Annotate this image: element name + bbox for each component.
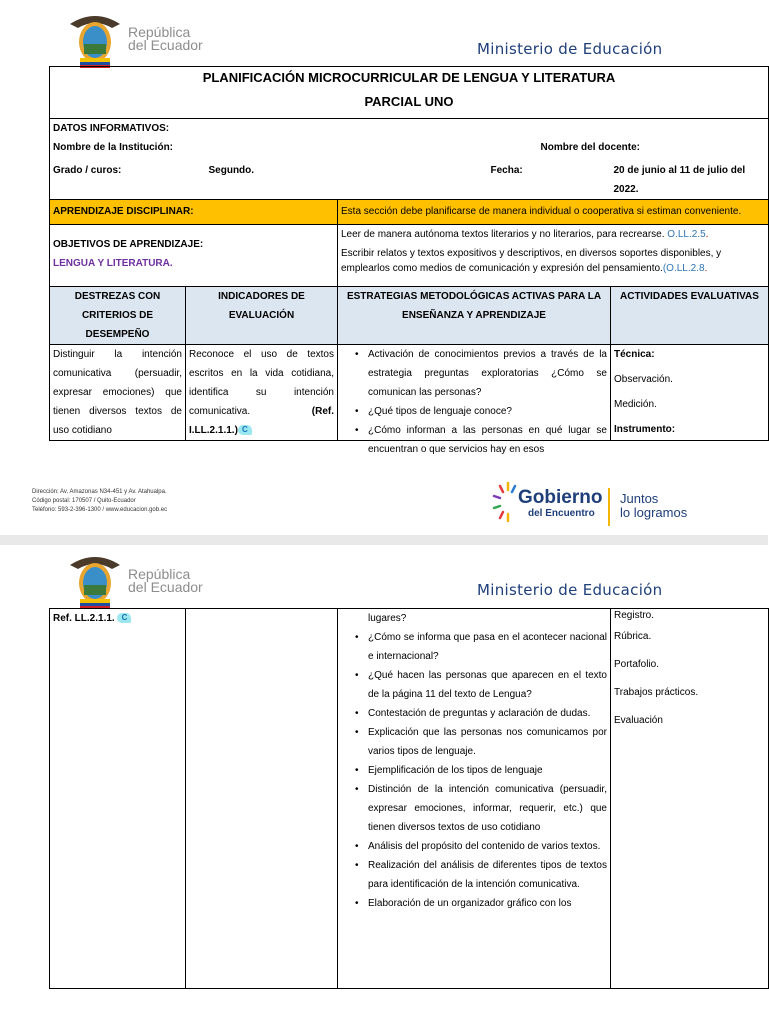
juntos-text: Juntos lo logramos	[620, 491, 688, 520]
col-head-actividades: ACTIVIDADES EVALUATIVAS	[611, 287, 769, 345]
objetivo-2-ref: (O.LL.2.8	[662, 263, 705, 274]
actividad-item: Rúbrica.	[614, 631, 652, 642]
estrategia-item: • Distinción de la intención comunicativa (persuadir, expresar emociones, informar, requerir, etc.) que tienen diversos textos de uso cotidiano	[341, 780, 607, 837]
ref-text: Ref. LL.2.1.1.	[53, 613, 115, 624]
estrategia-item: • Análisis del propósito del contenido de varios textos.	[341, 837, 607, 856]
grado-label: Grado / curos:	[53, 165, 122, 176]
docente-label: Nombre del docente:	[540, 142, 640, 153]
estrategia-continuation: lugares?	[368, 613, 407, 624]
title-line-1: PLANIFICACIÓN MICROCURRICULAR DE LENGUA Y LITERATURA	[202, 70, 616, 85]
estrategia-item: • Elaboración de un organizador gráfico con los	[341, 894, 607, 913]
page-header	[0, 6, 768, 64]
ministerio-title: Ministerio de Educación	[477, 40, 663, 58]
estrategias-cell	[338, 345, 611, 455]
republica-logo-text	[128, 26, 203, 52]
objetivos-sub: LENGUA Y LITERATURA.	[53, 258, 173, 269]
actividad-item: Trabajos prácticos.	[614, 687, 699, 698]
tecnica-label: Técnica:	[614, 349, 655, 360]
gobierno-text: Gobierno	[518, 487, 603, 508]
destreza-cell: Distinguir la intención comunicativa (persuadir, expresar emociones) que tienen diversos textos de uso cotidiano	[50, 345, 186, 441]
indicador-cell: Reconoce el uso de textos escritos en la vida cotidiana, identifica su intención comunicativa. (Ref. I.LL.2.1.1.) C	[186, 345, 338, 441]
estrategia-item: • ¿Qué hacen las personas que aparecen en el texto de la página 11 del texto de Lengua?	[341, 666, 607, 704]
c-badge-icon: C	[238, 425, 252, 435]
title-cell	[50, 67, 769, 119]
ref-cell	[50, 609, 186, 989]
col-head-indicadores: INDICADORES DE EVALUACIÓN	[186, 287, 338, 345]
gobierno-logo	[492, 480, 702, 528]
instrumento-label: Instrumento:	[614, 424, 676, 435]
aprendizaje-value: Esta sección debe planificarse de manera individual o cooperativa si estiman conveniente.	[338, 200, 769, 225]
republica-line-1: República	[128, 24, 191, 40]
estrategia-item: • ¿Qué tipos de lenguaje conoce?	[341, 402, 607, 421]
fecha-value	[611, 157, 769, 200]
del-encuentro-text: del Encuentro	[528, 508, 595, 519]
indicador-ref: I.LL.2.1.1.)	[189, 425, 238, 436]
ecuador-crest-icon	[66, 551, 124, 609]
republica-logo-text: República del Ecuador	[128, 566, 203, 595]
title-line-2: PARCIAL UNO	[364, 94, 454, 109]
col-head-destrezas: DESTREZAS CON CRITERIOS DE DESEMPEÑO	[50, 287, 186, 345]
actividades-cell	[611, 609, 769, 989]
datos-informativos: DATOS INFORMATIVOS:	[50, 119, 769, 139]
objetivos-text-cell	[338, 225, 769, 287]
estrategia-item: • ¿Cómo se informa que pasa en el acontecer nacional e internacional?	[341, 628, 607, 666]
footer-address: Dirección: Av. Amazonas N34-451 y Av. Atahualpa. Código postal: 170507 / Quito-Ecuador Teléfono: 593-2-396-1300 / www.educacion.gob.ec	[32, 489, 168, 513]
actividad-item: Evaluación	[614, 715, 663, 726]
grado-value: Segundo.	[208, 165, 255, 176]
objetivos-label: OBJETIVOS DE APRENDIZAJE:	[53, 239, 204, 250]
estrategias-cell	[338, 609, 611, 989]
fecha-label: Fecha:	[490, 165, 523, 176]
document-page-2	[0, 545, 768, 1024]
objetivos-cell	[50, 225, 338, 287]
estrategia-item: • Realización del análisis de diferentes tipos de textos para identificación de la intención comunicativa.	[341, 856, 607, 894]
c-badge-icon: C	[117, 613, 131, 623]
republica-line-2: del Ecuador	[128, 37, 203, 53]
logo-divider	[608, 488, 610, 526]
fecha-value-line-1: 20 de junio al 11 de julio del	[613, 165, 746, 176]
institucion-label: Nombre de la Institución:	[53, 142, 174, 153]
estrategia-item: • Contestación de preguntas y aclaración de dudas.	[341, 704, 607, 723]
fecha-value-line-2: 2022.	[613, 184, 639, 195]
page-header	[0, 549, 768, 607]
ministerio-title: Ministerio de Educación	[477, 581, 663, 599]
tecnica-item: Medición.	[614, 399, 657, 410]
actividades-cell	[611, 345, 769, 441]
estrategia-item: • Ejemplificación de los tipos de lenguaje	[341, 761, 607, 780]
objetivo-2: Escribir relatos y textos expositivos y descriptivos, en diversos soportes disponibles, y emplearlos como medios de comunicación y expresión del pensamiento.(O.LL.2.8.	[341, 248, 722, 274]
col-head-estrategias: ESTRATEGIAS METODOLÓGICAS ACTIVAS PARA LA ENSEÑANZA Y APRENDIZAJE	[338, 287, 611, 345]
estrategia-item: • Activación de conocimientos previos a través de la estrategia preguntas exploratorias ¿Cómo se comunican las personas?	[341, 345, 607, 402]
indicador-cell-empty	[186, 609, 338, 989]
objetivo-1: Leer de manera autónoma textos literarios y no literarios, para recrearse. O.LL.2.5.	[341, 229, 709, 240]
aprendizaje-label: APRENDIZAJE DISCIPLINAR:	[50, 200, 338, 225]
estrategia-item: • Explicación que las personas nos comunicamos por varios tipos de lenguaje.	[341, 723, 607, 761]
planning-table-continued	[49, 608, 769, 989]
page-gap	[0, 535, 768, 545]
tecnica-item: Observación.	[614, 374, 673, 385]
ecuador-crest-icon	[66, 10, 124, 68]
estrategia-item: • ¿Cómo informan a las personas en qué lugar se encuentran o que servicios hay en esos	[341, 421, 607, 459]
planning-table	[49, 66, 769, 455]
objetivo-1-ref: O.LL.2.5	[667, 229, 706, 240]
actividad-item: Portafolio.	[614, 659, 660, 670]
actividad-item: Registro.	[614, 610, 655, 621]
